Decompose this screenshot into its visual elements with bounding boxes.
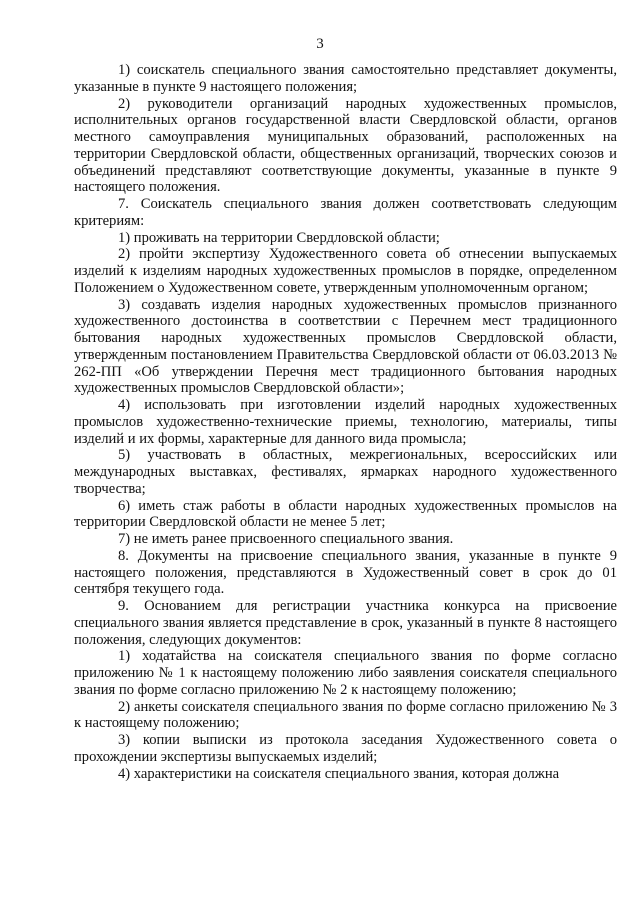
- paragraph-7-item-7: 7) не иметь ранее присвоенного специального звания.: [118, 531, 454, 547]
- paragraph-7-item-6: 6) иметь стаж работы в области народных художественных промыслов на территории Свердловской области не менее 5 лет;: [74, 497, 617, 531]
- paragraph-7-item-5: 5) участвовать в областных, межрегиональных, всероссийских или международных выставках, фестивалях, ярмарках народного художественного творчества;: [74, 447, 617, 497]
- paragraph-8: 8. Документы на присвоение специального звания, указанные в пункте 9 настоящего положения, представляются в Художественный совет в срок до 01 сентября текущего года.: [74, 547, 617, 598]
- paragraph-9-item-1: 1) ходатайства на соискателя специального звания по форме согласно приложению № 1 к настоящему положению либо заявления соискателя специального звания по форме согласно приложению № 2 к настоящему положению;: [74, 648, 617, 698]
- document-body: [74, 62, 617, 782]
- paragraph-7: 7. Соискатель специального звания должен соответствовать следующим критериям:: [74, 196, 617, 229]
- paragraph-9: 9. Основанием для регистрации участника конкурса на присвоение специального звания является представление в срок, указанный в пункте 8 настоящего положения, следующих документов:: [74, 598, 617, 648]
- paragraph-9-item-4: 4) характеристики на соискателя специального звания, которая должна: [118, 765, 560, 782]
- paragraph-9-item-2: 2) анкеты соискателя специального звания по форме согласно приложению № 3 к настоящему положению;: [74, 698, 617, 732]
- paragraph-6-item-2: 2) руководители организаций народных художественных промыслов, исполнительных органов государственной власти Свердловской области, органов местного самоуправления муниципальных образований, расположенных на территории Свердловской области, общественных организаций, творческих союзов и объединений представляют соответствующие документы, указанные в пункте 9 настоящего положения.: [74, 95, 617, 196]
- paragraph-7-item-1: 1) проживать на территории Свердловской области;: [118, 229, 440, 246]
- page-number: 3: [316, 36, 324, 52]
- paragraph-7-item-2: 2) пройти экспертизу Художественного совета об отнесении выпускаемых изделий к изделиям народных художественных промыслов в порядке, определенном Положением о Художественном совете, утвержденным уполномоченным органом;: [74, 246, 617, 296]
- paragraph-9-item-3: 3) копии выписки из протокола заседания Художественного совета о прохождении экспертизы выпускаемых изделий;: [74, 732, 617, 765]
- paragraph-6-item-1: 1) соискатель специального звания самостоятельно представляет документы, указанные в пункте 9 настоящего положения;: [74, 62, 617, 95]
- paragraph-7-item-3: 3) создавать изделия народных художественных промыслов признанного художественного достоинства в соответствии с Перечнем мест традиционного бытования народных художественных промыслов Свердловской области, утвержденным постановлением Правительства Свердловской области от 06.03.2013 № 262-ПП «Об утверждении Перечня мест традиционного бытования народных художественных промыслов Свердловской области»;: [74, 296, 617, 397]
- paragraph-7-item-4: 4) использовать при изготовлении изделий народных художественных промыслов художественно-технические приемы, технологию, материалы, типы изделий и их формы, характерные для данного вида промысла;: [74, 397, 617, 447]
